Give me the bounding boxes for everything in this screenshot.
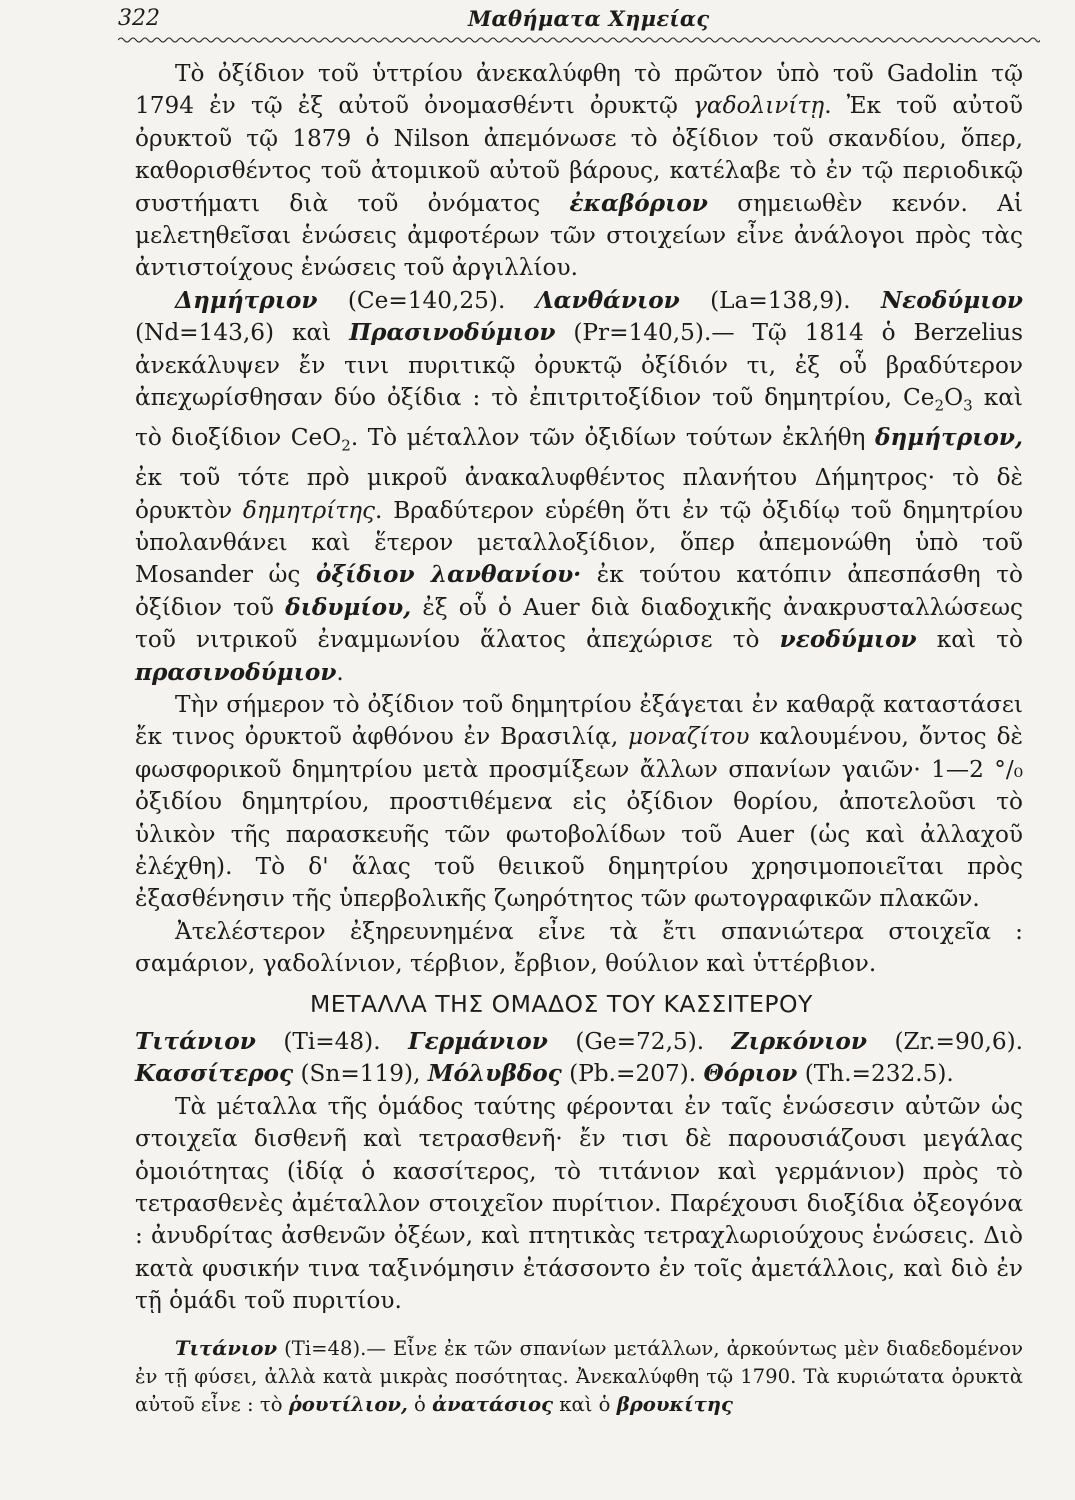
term-didymion: διδυμίου, bbox=[285, 593, 412, 621]
paragraph-monazite bbox=[135, 689, 1023, 916]
running-head bbox=[118, 0, 1038, 40]
term-titanium: Τιτάνιον bbox=[135, 1028, 256, 1055]
term-tin: Κασσίτερος bbox=[135, 1060, 294, 1088]
text-run: (Ce=140,25). bbox=[317, 286, 536, 314]
term-lead: Μόλυβδος bbox=[427, 1060, 562, 1088]
running-head-title: Μαθήματα Χημείας bbox=[468, 6, 710, 31]
italic-term-monazite: μοναζίτου bbox=[628, 723, 750, 751]
term-brookite: βρουκίτης bbox=[616, 1392, 733, 1416]
term-prasinodymion: Πρασινοδύμιον bbox=[349, 319, 556, 347]
formula-subscript: 2 bbox=[934, 396, 945, 415]
term-germanium: Γερμάνιον bbox=[408, 1028, 548, 1055]
tin-group-text bbox=[135, 1026, 1023, 1318]
text-run: (Pr=140,5).— Τῷ 1814 ὁ Berzelius ἀνεκάλυψεν ἔν τινι πυριτικῷ ὀρυκτῷ ὀξίδιόν τι, ἐξ οὗ βραδύτερον ἀπεχωρίσθησαν δύο ὀξίδια : τὸ ἐπιτριτοξίδιον τοῦ δημητρίου, bbox=[135, 319, 1023, 412]
italic-term-dimitritis: δημητρίτης bbox=[242, 496, 375, 524]
term-neodymion: Νεοδύμιον bbox=[880, 286, 1023, 314]
text-run: (Ge=72,5). bbox=[547, 1028, 732, 1055]
main-text bbox=[135, 58, 1023, 981]
term-dimitrion-inline: δημήτριον, bbox=[874, 424, 1023, 452]
paragraph-yttrium bbox=[135, 58, 1023, 285]
text-run: . bbox=[336, 658, 344, 686]
formula-subscript: 3 bbox=[963, 396, 973, 415]
italic-term-gadolinite: γαδολινίτῃ bbox=[693, 92, 825, 120]
paragraph-rare-elements: Ἀτελέστερον ἐξηρευνημένα εἶνε τὰ ἔτι σπανιώτερα στοιχεῖα : σαμάριον, γαδολίνιον, τέρβιον, ἔρβιον, θούλιον καὶ ὑττέρβιον. bbox=[135, 917, 1023, 978]
text-run: καὶ τὸ διοξίδιον CeO bbox=[135, 384, 1023, 452]
page-number: 322 bbox=[118, 6, 160, 31]
text-run: καλουμένου, ὄντος δὲ φωσφορικοῦ δημητρίου μετὰ προσμίξεων ἄλλων σπανίων γαιῶν· 1—2 °/₀ ὀξιδίου δημητρίου, προστιθέμενα εἰς ὀξίδιον θορίου, ἀποτελοῦσι τὸ ὑλικὸν τῆς παρασκευῆς τῶν φωτοβολίδων τοῦ Auer (ὡς καὶ ἀλλαχοῦ ἐλέχθη). Τὸ δ' ἅλας τοῦ θειικοῦ δημητρίου χρησιμοποιεῖται πρὸς ἐξασθένησιν τῆς ὑπερβολικῆς ζωηρότητος τῶν φωτογραφικῶν πλακῶν. bbox=[135, 723, 1023, 913]
text-run: (La=138,9). bbox=[679, 286, 881, 314]
term-lanthanion: Λανθάνιον bbox=[535, 286, 680, 314]
text-run: Τὴν σήμερον τὸ ὀξίδιον τοῦ δημητρίου ἐξάγεται ἐν καθαρᾷ καταστάσει ἔκ τινος ὀρυκτοῦ ἀφθόνου ἐν Βρασιλίᾳ, bbox=[135, 691, 1023, 751]
text-run: (Th.=232.5). bbox=[797, 1060, 954, 1088]
term-rutile: ῥουτίλιον, bbox=[288, 1392, 408, 1416]
section-heading: ΜΕΤΑΛΛΑ ΤΗΣ ΟΜΑΔΟΣ ΤΟΥ ΚΑΣΣΙΤΕΡΟΥ bbox=[310, 990, 813, 1018]
formula-part: O bbox=[944, 384, 964, 412]
term-neodymion-inline: νεοδύμιον bbox=[779, 626, 917, 654]
text-run: . Τὸ μέταλλον τῶν ὀξιδίων τούτων ἐκλήθη bbox=[350, 424, 875, 452]
paragraph-group-properties: Τὰ μέταλλα τῆς ὁμάδος ταύτης φέρονται ἐν ταῖς ἑνώσεσιν αὐτῶν ὡς στοιχεῖα δισθενῆ καὶ τετρασθενῆ· ἔν τισι δὲ παρουσιάζουσι μεγάλας ὁμοιότητας (ἰδίᾳ ὁ κασσίτερος, τὸ τιτάνιον καὶ γερμάνιον) πρὸς τὸ τετρασθενὲς ἀμέταλλον στοιχεῖον πυρίτιον. Παρέχουσι διοξίδια ὀξεογόνα : ἀνυδρίτας ἀσθενῶν ὀξέων, καὶ πτητικὰς τετραχλωριούχους ἑνώσεις. Διὸ κατὰ φυσικήν τινα ταξινόμησιν ἐτάσσοντο ἐν τοῖς ἀμετάλλοις, καὶ διὸ ἐν τῇ ὁμάδι τοῦ πυριτίου. bbox=[135, 1092, 1023, 1315]
term-anatase: ἀνατάσιος bbox=[432, 1392, 554, 1416]
term-ekaborion: ἐκαβόριον bbox=[569, 189, 708, 217]
text-run: ὁ bbox=[407, 1392, 433, 1416]
text-run: Τὸ ὀξίδιον τοῦ ὑττρίου ἀνεκαλύφθη τὸ πρῶτον ὑπὸ τοῦ Gadolin τῷ 1794 ἐν τῷ ἐξ αὐτοῦ ὀνομασθέντι ὀρυκτῷ bbox=[135, 60, 1023, 120]
paragraph-titanium bbox=[135, 1335, 1023, 1418]
text-run: (Ti=48). bbox=[255, 1028, 409, 1055]
term-thorium: Θόριον bbox=[703, 1060, 798, 1088]
text-run: (Sn=119), bbox=[293, 1060, 428, 1088]
text-run: σημειωθὲν κενόν. Αἱ μελετηθεῖσαι ἑνώσεις ἀμφοτέρων τῶν στοιχείων εἶνε ἀνάλογοι πρὸς τὰς ἀντιστοίχους ἑνώσεις τοῦ ἀργιλλίου. bbox=[135, 189, 1024, 282]
text-run: ἐκ τοῦ τότε πρὸ μικροῦ ἀνακαλυφθέντος πλανήτου Δήμητρος· τὸ δὲ ὀρυκτὸν bbox=[135, 464, 1023, 524]
term-zirconium: Ζιρκόνιον bbox=[731, 1028, 867, 1055]
text-run: (Zr.=90,6). bbox=[866, 1028, 1023, 1055]
text-run: καὶ τὸ bbox=[916, 626, 1023, 654]
text-run: . Βραδύτερον εὑρέθη ὅτι ἐν τῷ ὀξιδίῳ τοῦ δημητρίου ὑπολανθάνει καὶ ἕτερον μεταλλοξίδιον, ὅπερ ἀπεμονώθη ὑπὸ τοῦ Mosander ὡς bbox=[135, 496, 1023, 589]
text-run: (Pb.=207). bbox=[561, 1060, 704, 1088]
formula-part: Ce bbox=[903, 384, 935, 412]
titanium-note bbox=[135, 1335, 1023, 1418]
term-dimitrion: Δημήτριον bbox=[175, 286, 318, 314]
text-run: (Nd=143,6) καὶ bbox=[135, 319, 350, 347]
text-run: καὶ ὁ bbox=[553, 1392, 617, 1416]
wavy-header-rule bbox=[118, 36, 1040, 44]
formula-subscript: 2 bbox=[341, 436, 351, 455]
term-prasinodymion-inline: πρασινοδύμιον bbox=[135, 658, 337, 686]
term-lanthanum-oxide: ὀξίδιον λανθανίου· bbox=[315, 561, 582, 589]
text-run: ἐκ τούτου κατόπιν ἀπεσπάσθη τὸ ὀξίδιον τοῦ bbox=[135, 561, 1023, 621]
text-run: (Ti=48).— Εἶνε ἐκ τῶν σπανίων μετάλλων, ἀρκούντως μὲν διαδεδομένον ἐν τῇ φύσει, ἀλλὰ κατὰ μικρὰς ποσότητας. Ἀνεκαλύφθη τῷ 1790. Τὰ κυριώτατα ὀρυκτὰ αὐτοῦ εἶνε : τὸ bbox=[135, 1337, 1023, 1416]
text-run: . Ἐκ τοῦ αὐτοῦ ὀρυκτοῦ τῷ 1879 ὁ Nilson ἀπεμόνωσε τὸ ὀξίδιον τοῦ σκανδίου, ὅπερ, καθορισθέντος τοῦ ἀτομικοῦ αὐτοῦ βάρους, κατέλαβε τὸ ἐν τῷ περιοδικῷ συστήματι διὰ τοῦ ὀνόματος bbox=[135, 92, 1023, 217]
element-list-line bbox=[135, 1026, 1023, 1091]
paragraph-cerium bbox=[135, 285, 1023, 689]
text-run: ἐξ οὗ ὁ Auer διὰ διαδοχικῆς ἀνακρυσταλλώσεως τοῦ νιτρικοῦ ἐναμμωνίου ἅλατος ἀπεχώρισε τὸ bbox=[135, 593, 1023, 654]
term-titanium-small: Τιτάνιον bbox=[175, 1337, 278, 1360]
